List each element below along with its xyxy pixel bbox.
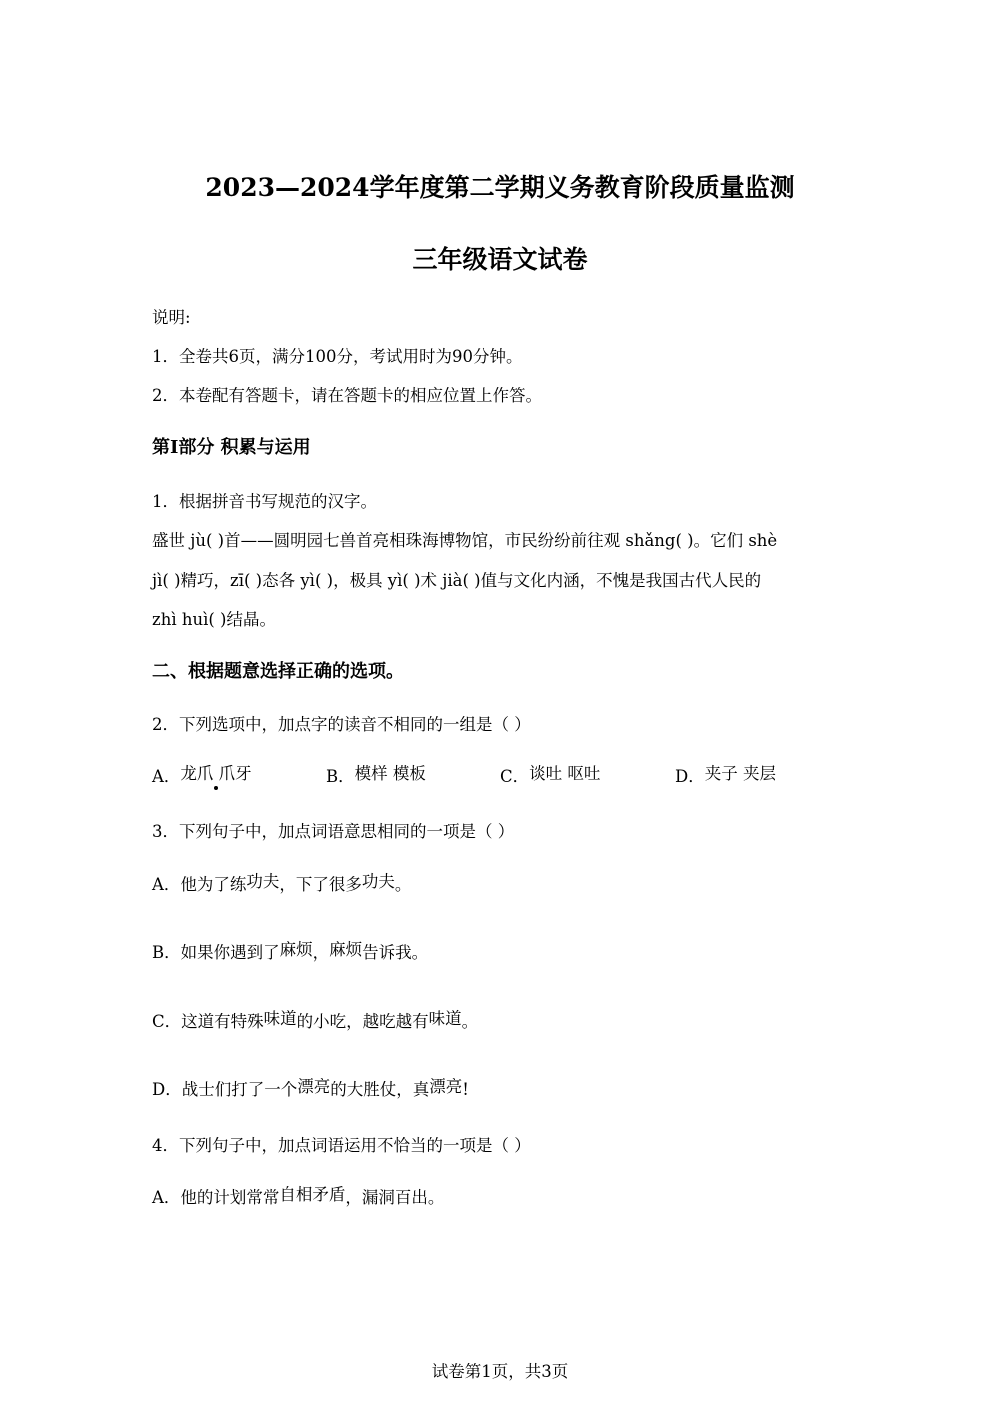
option-text: 如果你遇到了 bbox=[180, 943, 280, 962]
dotted-word: 味道 bbox=[263, 1009, 297, 1028]
q1-line-2: jì( )精巧，zī( )态各 yì( )，极具 yì( )术 jià( )值与文化内涵，不愧是我国古代人民的 bbox=[152, 571, 762, 590]
page-footer: 试卷第1页，共3页 bbox=[431, 1362, 569, 1381]
q2-option-b bbox=[326, 763, 426, 787]
q3-option-b bbox=[152, 939, 428, 963]
emphasis-dot bbox=[214, 786, 218, 790]
dotted-word: 麻烦 bbox=[279, 940, 313, 959]
option-text: ， bbox=[312, 943, 330, 962]
option-letter: B． bbox=[326, 767, 355, 786]
instructions-label: 说明: bbox=[152, 308, 191, 327]
option-text: 模样 模板 bbox=[354, 764, 426, 783]
option-text: 。 bbox=[461, 1012, 479, 1031]
option-letter: D． bbox=[152, 1080, 182, 1099]
option-letter: D． bbox=[675, 767, 705, 786]
q1-line-3: zhì huì( )结晶。 bbox=[152, 610, 276, 629]
q4-prompt: 4．下列句子中，加点词语运用不恰当的一项是（ ） bbox=[152, 1136, 531, 1155]
exam-title: 2023—2024学年度第二学期义务教育阶段质量监测 bbox=[205, 173, 795, 202]
q3-option-a bbox=[152, 871, 411, 895]
option-text: ! bbox=[462, 1080, 469, 1099]
option-text: 夹子 夹层 bbox=[704, 764, 776, 783]
option-letter: C． bbox=[500, 767, 530, 786]
dotted-word: 漂亮 bbox=[429, 1077, 463, 1096]
option-letter: B． bbox=[152, 943, 181, 962]
q2-prompt: 2．下列选项中，加点字的读音不相同的一组是（ ） bbox=[152, 715, 531, 734]
option-text: 战士们打了一个 bbox=[181, 1080, 298, 1099]
option-text: 的小吃，越吃越有 bbox=[296, 1012, 429, 1031]
exam-subtitle: 三年级语文试卷 bbox=[412, 245, 588, 274]
option-letter: A． bbox=[152, 1188, 181, 1207]
option-text: ，下了很多 bbox=[279, 875, 362, 894]
dotted-word: 功夫 bbox=[361, 872, 395, 891]
option-text: 的大胜仗，真 bbox=[330, 1080, 430, 1099]
option-text: 。 bbox=[394, 875, 412, 894]
option-text: 他为了练 bbox=[180, 875, 247, 894]
dotted-word: 自相矛盾 bbox=[279, 1185, 346, 1204]
instruction-item-1: 1．全卷共6页，满分100分，考试用时为90分钟。 bbox=[152, 347, 523, 366]
q1-prompt: 1．根据拼音书写规范的汉字。 bbox=[152, 492, 377, 511]
option-text: 告诉我。 bbox=[362, 943, 429, 962]
dotted-word: 麻烦 bbox=[329, 940, 363, 959]
option-letter: A． bbox=[152, 875, 181, 894]
option-text: 谈吐 呕吐 bbox=[529, 764, 601, 783]
option-text: 龙爪 爪牙 bbox=[180, 764, 252, 783]
part1-heading: 第I部分 积累与运用 bbox=[152, 437, 311, 458]
q2-option-c bbox=[500, 763, 600, 787]
q3-prompt: 3．下列句子中，加点词语意思相同的一项是（ ） bbox=[152, 822, 515, 841]
dotted-word: 味道 bbox=[428, 1009, 462, 1028]
q2-option-a bbox=[152, 763, 252, 787]
option-letter: C． bbox=[152, 1012, 182, 1031]
option-text: ，漏洞百出。 bbox=[345, 1188, 445, 1207]
option-text: 他的计划常常 bbox=[180, 1188, 280, 1207]
dotted-word: 漂亮 bbox=[297, 1077, 331, 1096]
q2-option-d bbox=[675, 763, 776, 787]
section2-heading: 二、根据题意选择正确的选项。 bbox=[152, 661, 404, 682]
option-letter: A． bbox=[152, 767, 181, 786]
q3-option-d bbox=[152, 1076, 469, 1100]
option-text: 这道有特殊 bbox=[181, 1012, 264, 1031]
q1-line-1: 盛世 jù( )首——圆明园七兽首亮相珠海博物馆，市民纷纷前往观 shǎng( )。它们 shè bbox=[152, 531, 778, 550]
q3-option-c bbox=[152, 1008, 478, 1032]
dotted-word: 功夫 bbox=[246, 872, 280, 891]
instruction-item-2: 2．本卷配有答题卡，请在答题卡的相应位置上作答。 bbox=[152, 386, 542, 405]
q4-option-a bbox=[152, 1184, 444, 1208]
